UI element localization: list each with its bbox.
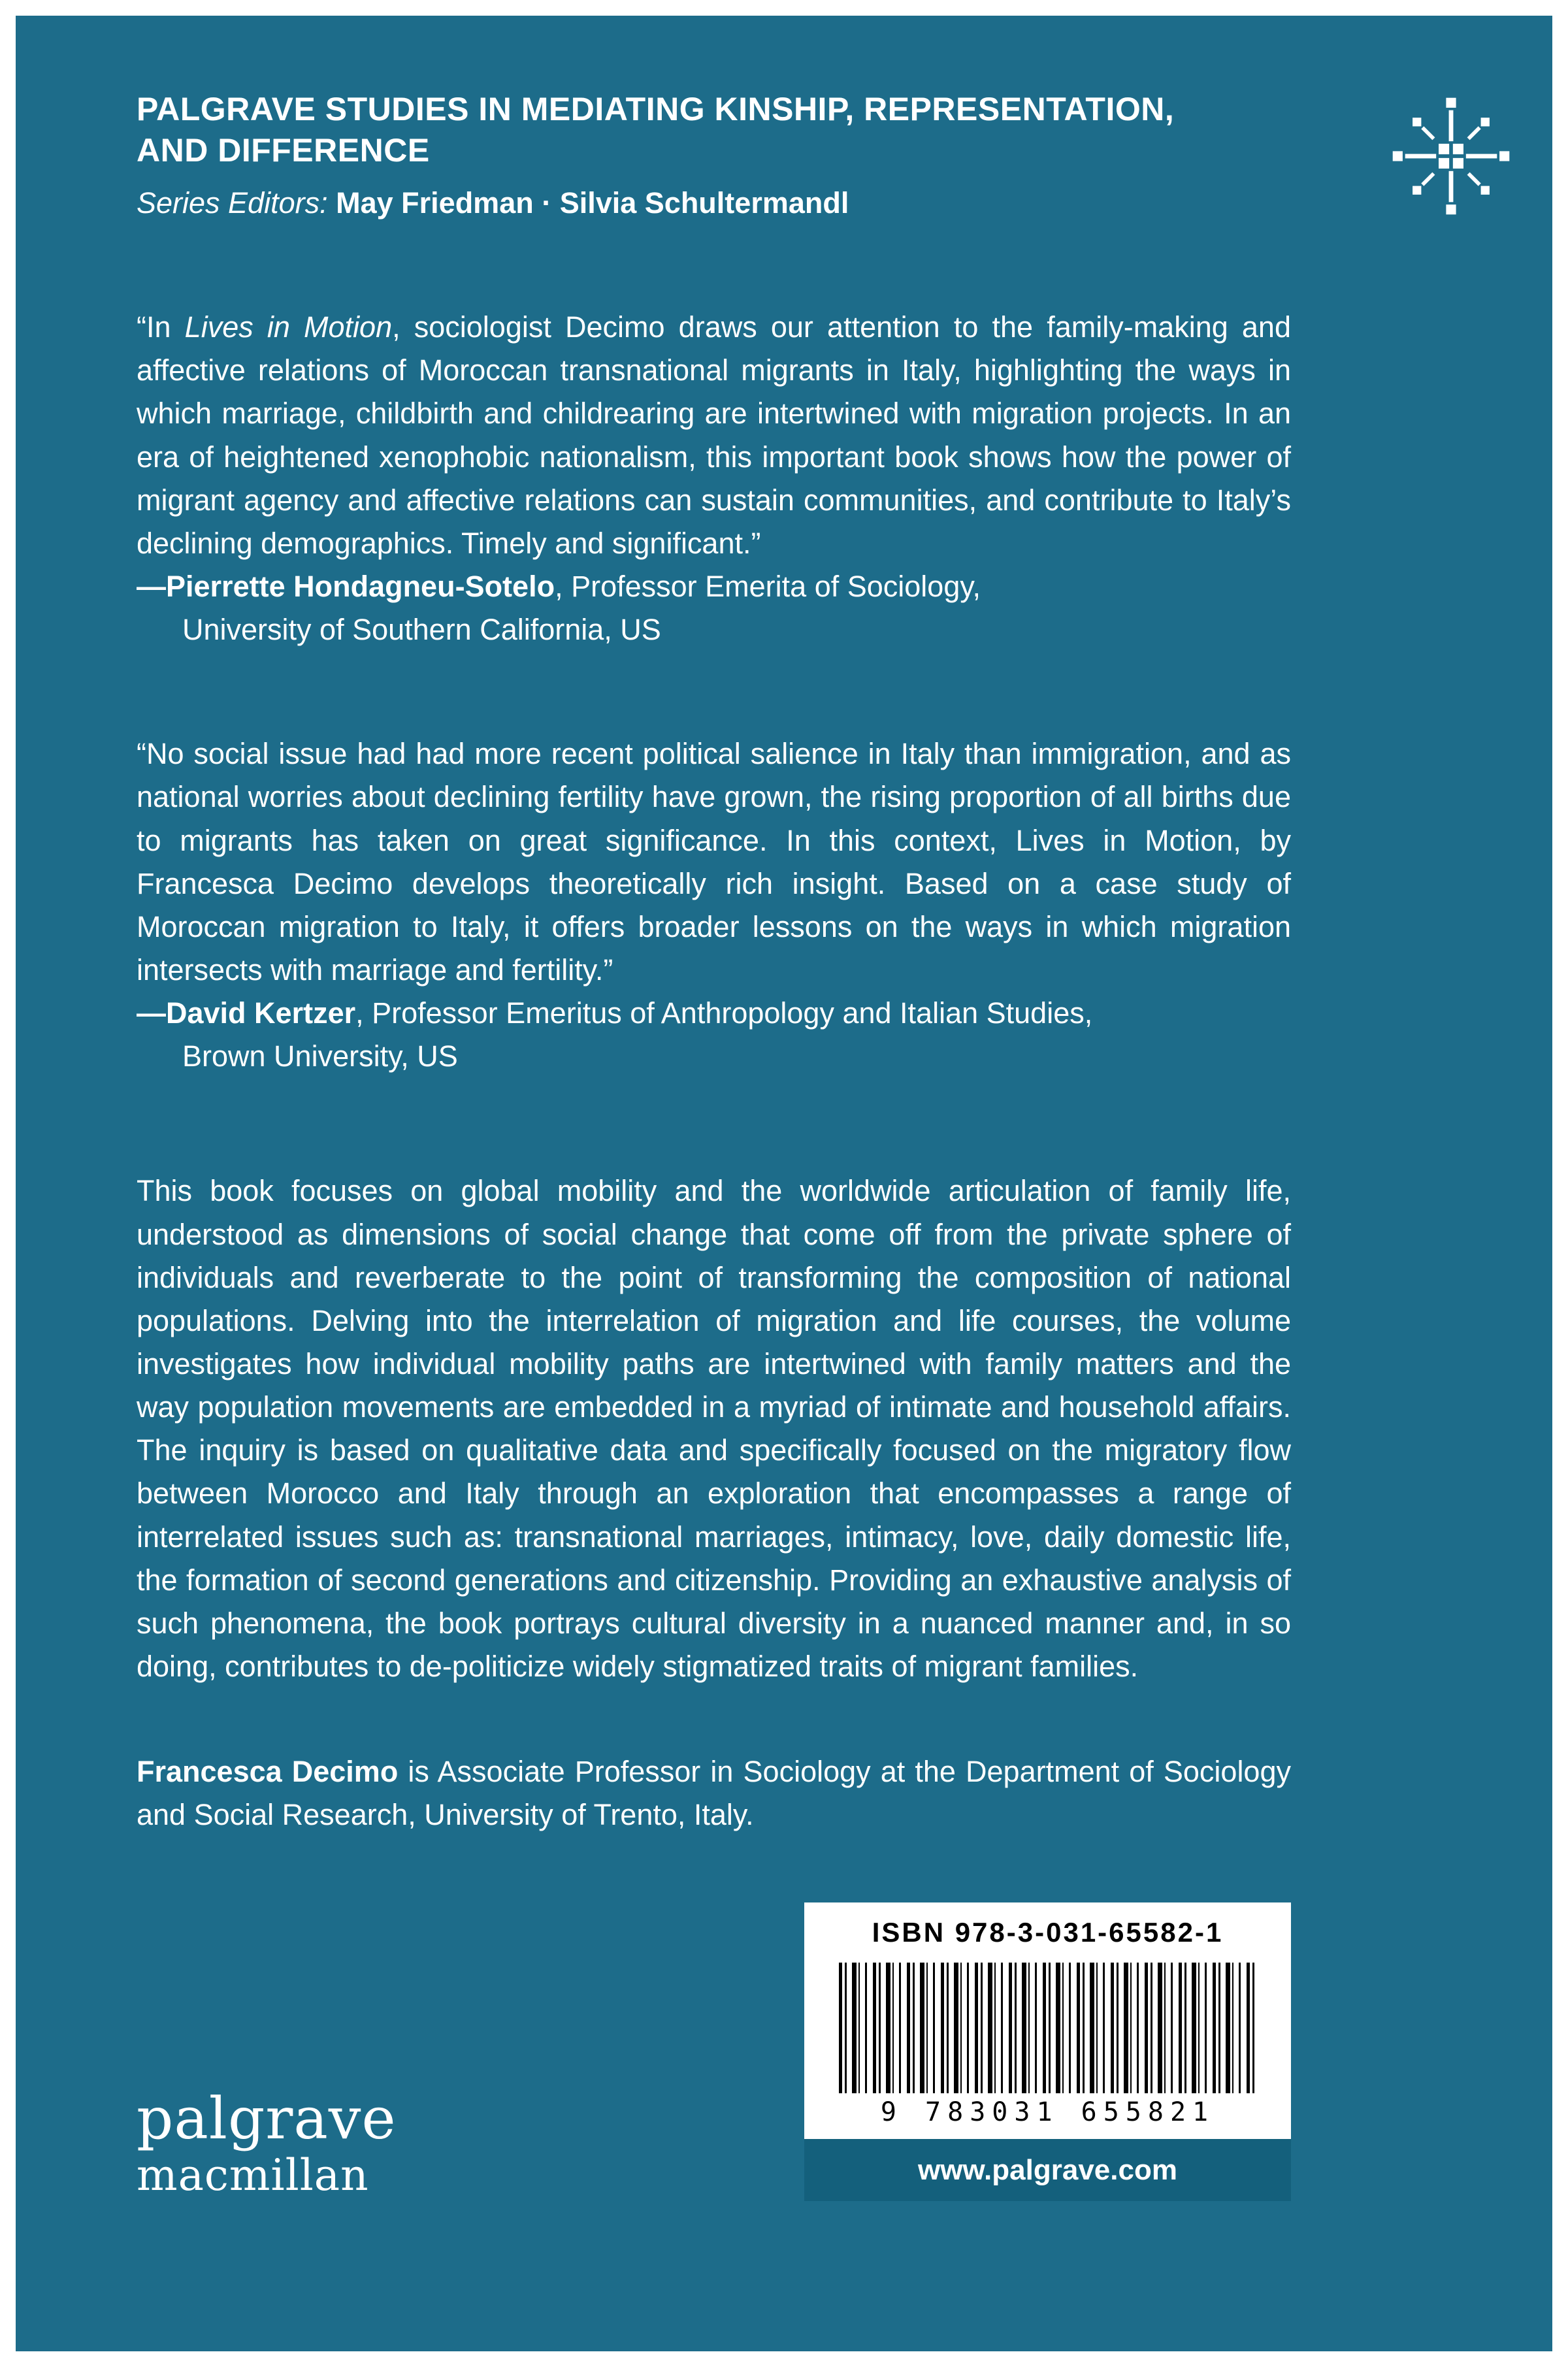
isbn-label: ISBN 978-3-031-65582-1 xyxy=(872,1917,1224,1948)
book-back-cover xyxy=(16,16,1552,2351)
author-bio xyxy=(137,1750,1291,1836)
publisher-name-palgrave: palgrave xyxy=(137,2085,397,2152)
series-title xyxy=(137,89,1286,171)
series-title-line2: AND DIFFERENCE xyxy=(137,132,430,169)
book-description: This book focuses on global mobility and the worldwide articulation of family life, understood as dimensions of social change that come off from the private sphere of individuals and reverberate to the point of transforming the composition of national populations. Delving into the interrelation of migration and life courses, the volume investigates how individual mobility paths are intertwined with family matters and the way population movements are embedded in a myriad of intimate and household affairs. The inquiry is based on qualitative data and specifically focused on the migratory flow between Morocco and Italy through an exploration that encompasses a range of interrelated issues such as: transnational marriages, intimacy, love, daily domestic life, the formation of second generations and citizenship. Providing an exhaustive analysis of such phenomena, the book portrays cultural diversity in a nuanced manner and, in so doing, contributes to de-politicize widely stigmatized traits of migrant families. xyxy=(137,1174,1291,1683)
endorsement-attribution-2 xyxy=(137,992,1291,1078)
endorsement-attribution-1 xyxy=(137,565,1291,651)
palgrave-macmillan-logo xyxy=(137,2085,397,2200)
attribution2-line1 xyxy=(137,992,1291,1035)
author-bio-text: is Associate Professor in Sociology at the Department of Sociology and Social Research, University of Trento, Italy. xyxy=(137,1755,1291,1832)
bottom-row xyxy=(137,1902,1291,2201)
series-snowflake-logo-icon xyxy=(1389,94,1513,218)
series-editors-label: Series Editors: xyxy=(137,186,328,220)
attribution1-name: —Pierrette Hondagneu-Sotelo xyxy=(137,569,555,603)
barcode-digits: 9 783031 655821 xyxy=(880,2097,1215,2127)
publisher-name-macmillan: macmillan xyxy=(137,2150,369,2200)
quote1-text: , sociologist Decimo draws our attention to the family-making and affective relations of Moroccan transnational migrants in Italy, highlighting the ways in which marriage, childbirth and childrearing are intertwined with migration projects. In an era of heightened xenophobic nationalism, this important book shows how the power of migrant agency and affective relations can sustain communities, and contribute to Italy’s declining demographics. Timely and significant.” xyxy=(137,310,1291,560)
series-editors xyxy=(137,182,1291,225)
quote2-text: “No social issue had had more recent political salience in Italy than immigration, and as national worries about declining fertility have grown, the rising proportion of all births due to migrants has taken on great significance. In this context, Lives in Motion, by Francesca Decimo develops theoretically rich insight. Based on a case study of Moroccan migration to Italy, it offers broader lessons on the ways in which migration intersects with marriage and fertility.” xyxy=(137,737,1291,987)
author-name: Francesca Decimo xyxy=(137,1755,399,1789)
attribution2-role: , Professor Emeritus of Anthropology and Italian Studies, xyxy=(355,996,1093,1030)
barcode-box xyxy=(804,1902,1291,2139)
publisher-website: www.palgrave.com xyxy=(804,2139,1291,2201)
attribution1-affiliation: University of Southern California, US xyxy=(182,613,661,647)
quote1-book-title: Lives in Motion xyxy=(184,310,393,344)
quote1-pre: “In xyxy=(137,310,185,344)
series-editors-names: May Friedman · Silvia Schultermandl xyxy=(327,186,849,220)
barcode-bars xyxy=(839,1963,1257,2093)
attribution2-name: —David Kertzer xyxy=(137,996,356,1030)
series-title-line1: PALGRAVE STUDIES IN MEDIATING KINSHIP, REPRESENTATION, xyxy=(137,91,1175,127)
attribution2-affiliation: Brown University, US xyxy=(182,1039,458,1073)
endorsement-quote-2 xyxy=(137,732,1291,992)
endorsement-quote-1 xyxy=(137,306,1291,565)
attribution1-line1 xyxy=(137,565,1291,608)
barcode-block xyxy=(804,1902,1291,2201)
attribution1-role: , Professor Emerita of Sociology, xyxy=(555,569,981,603)
